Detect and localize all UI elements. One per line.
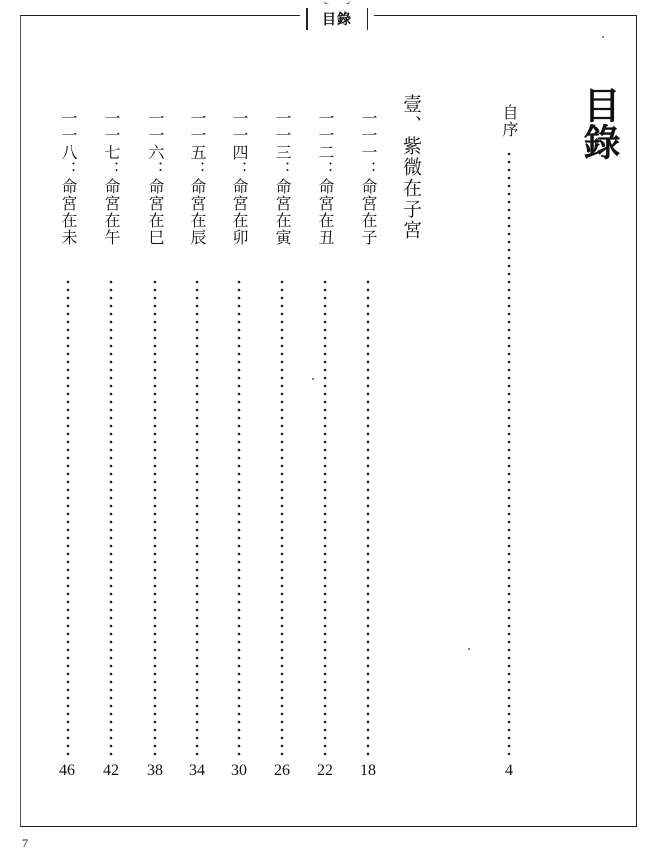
toc-entry-page: 26 <box>274 762 290 779</box>
running-header <box>300 4 374 34</box>
toc-entry-preface-label[interactable]: 自序 <box>500 104 519 138</box>
toc-entry-label[interactable]: 一一二：命宮在丑 <box>316 110 335 246</box>
toc-entry-label[interactable]: 一一七：命宮在午 <box>102 110 121 246</box>
toc-leader <box>109 278 113 756</box>
scan-speck <box>312 378 314 380</box>
toc-entry-page: 18 <box>360 762 376 779</box>
folio-page-number: 7 <box>22 836 28 850</box>
toc-leader <box>366 278 370 756</box>
toc-entry-label[interactable]: 一一一：命宮在子 <box>359 110 378 246</box>
toc-leader <box>323 278 327 756</box>
toc-leader <box>195 278 199 756</box>
scan-speck <box>602 36 604 38</box>
toc-leader <box>66 278 70 756</box>
toc-leader <box>280 278 284 756</box>
toc-leader-preface <box>507 150 511 755</box>
toc-entry-label[interactable]: 一一四：命宮在卯 <box>230 110 249 246</box>
toc-entry-page: 46 <box>59 762 75 779</box>
running-header-title: 目錄 <box>322 12 352 28</box>
toc-entry-page: 38 <box>147 762 163 779</box>
toc-entry-page: 30 <box>231 762 247 779</box>
toc-entry-page: 22 <box>317 762 333 779</box>
toc-entry-page: 42 <box>103 762 119 779</box>
section-title[interactable]: 壹、紫微在子宮 <box>400 94 422 241</box>
toc-leader <box>237 278 241 756</box>
scan-speck <box>468 648 470 650</box>
page-title: 目錄 <box>577 86 620 160</box>
toc-entry-label[interactable]: 一一六：命宮在巳 <box>146 110 165 246</box>
toc-leader <box>153 278 157 756</box>
toc-page-preface: 4 <box>505 762 513 779</box>
toc-entry-label[interactable]: 一一三：命宮在寅 <box>273 110 292 246</box>
toc-entry-label[interactable]: 一一八：命宮在未 <box>59 110 78 246</box>
toc-entry-label[interactable]: 一一五：命宮在辰 <box>188 110 207 246</box>
toc-entry-page: 34 <box>189 762 205 779</box>
